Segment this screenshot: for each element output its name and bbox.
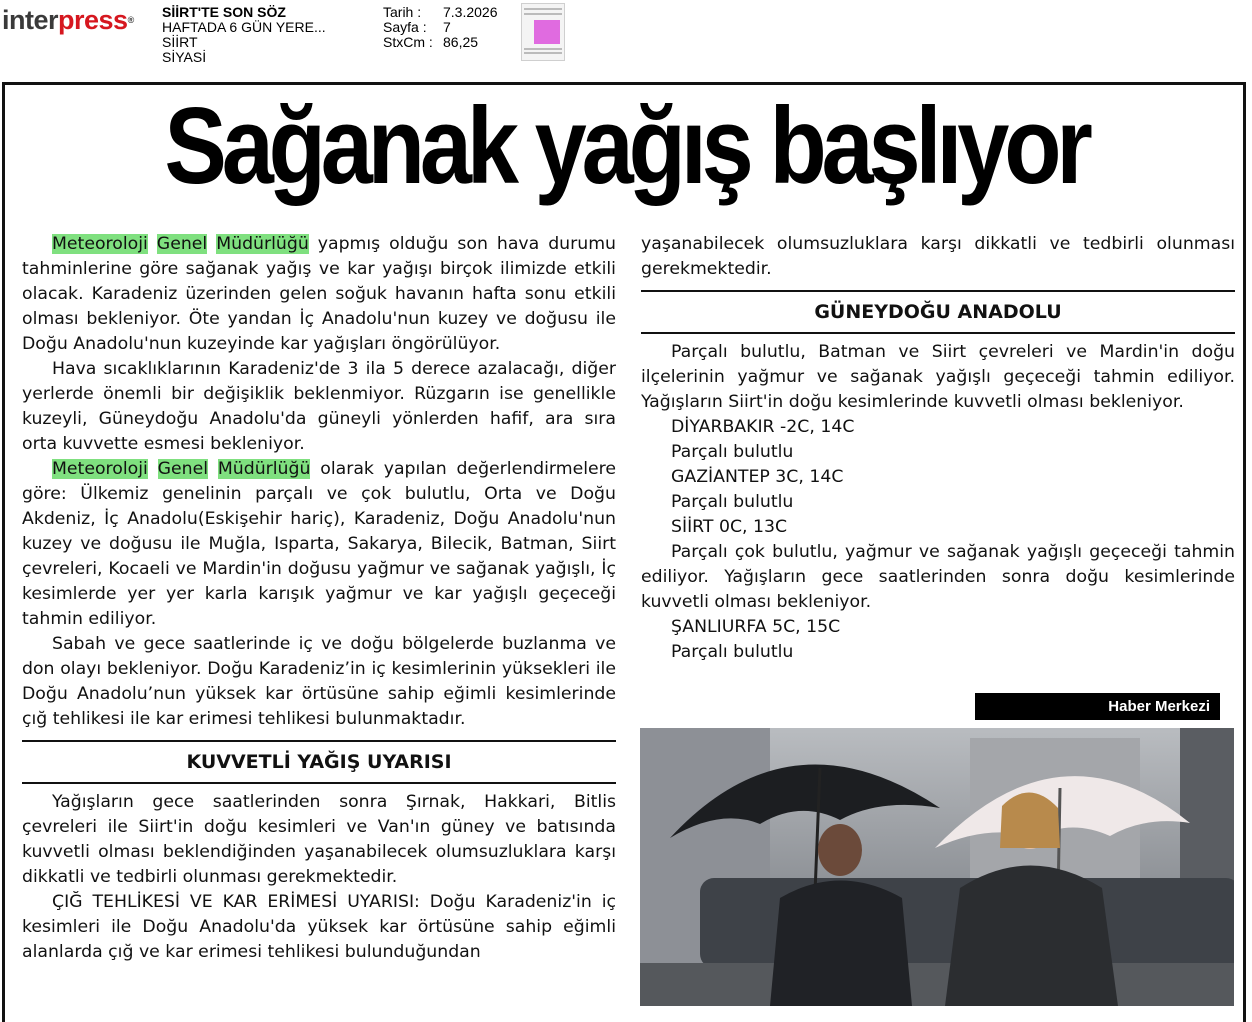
forecast-city: ŞANLIURFA 5C, 15C <box>671 617 841 637</box>
byline-credit: Haber Merkezi <box>975 693 1220 720</box>
paragraph: Meteoroloji Genel Müdürlüğü olarak yapılan değerlendirmelere göre: Ülkemiz genelinin parçalı ve çok bulutlu, Orta ve Doğu Akdeniz, İç Anadolu(Eskişehir hariç), Karadeniz, Doğu Anadolu'nun kuzey ve doğusu ile Muğla, Isparta, Sakarya, Bilecik, Batman, Siirt çevreleri, Kocaeli ve Mardin'in doğusu yağmur ve sağanak yağışlı, İç kesimlerde yer yer karla karışık yağmur ve kar yağışlı geçeceği tahmin ediliyor. <box>22 459 616 629</box>
forecast-desc: Parçalı bulutlu <box>671 642 794 662</box>
left-column <box>22 232 616 965</box>
forecast-desc: Parçalı çok bulutlu, yağmur ve sağanak yağışlı geçeceği tahmin ediliyor. Yağışların gece saatlerinden sonra doğu kesimlerinde kuvvetli olması bekleniyor. <box>641 542 1235 612</box>
forecast-city: SİİRT 0C, 13C <box>671 517 788 537</box>
article-headline: Sağanak yağış başlıyor <box>164 85 1088 207</box>
forecast-city: GAZİANTEP 3C, 14C <box>671 467 844 487</box>
publication-info <box>162 5 326 65</box>
paragraph: Hava sıcaklıklarının Karadeniz'de 3 ila 5 derece azalacağı, diğer yerlerde önemli bir değişiklik beklenmiyor. Rüzgarın ise genellikle kuzeyli, Güneydoğu Anadolu'da güneyli yönlerden hafif, ara sıra orta kuvvette esmesi bekleniyor. <box>22 359 616 454</box>
forecast-desc: Parçalı bulutlu <box>671 492 794 512</box>
paragraph: Parçalı bulutlu, Batman ve Siirt çevreleri ve Mardin'in doğu ilçelerinin yağmur ve sağanak yağışlı geçeceği tahmin ediliyor. Yağışların Siirt'in doğu kesimlerinde kuvvetli olması bekleniyor. <box>641 342 1235 412</box>
umbrella-photo-illustration <box>640 728 1234 1006</box>
section-heading-warning: KUVVETLİ YAĞIŞ UYARISI <box>22 740 616 784</box>
section-heading-region: GÜNEYDOĞU ANADOLU <box>641 290 1235 334</box>
paragraph: ÇIĞ TEHLİKESİ VE KAR ERİMESİ UYARISI: Doğu Karadeniz'in iç kesimleri ile Doğu Anadolu'da yüksek kar örtüsüne sahip eğimli alanlarda çığ ve kar erimesi tehlikesi bulunduğundan <box>22 892 616 962</box>
publication-city: SİİRT <box>162 34 198 50</box>
clip-meta: Tarih : 7.3.2026 Sayfa : 7 StxCm : 86,25 <box>383 4 498 50</box>
page-thumbnail[interactable] <box>521 3 565 61</box>
right-column <box>641 232 1235 665</box>
paragraph: Meteoroloji Genel Müdürlüğü yapmış olduğu son hava durumu tahminlerine göre sağanak yağış ve kar yağışı birçok ilimizde etkili olacak. Karadeniz üzerinden gelen soğuk havanın hafta sonu etkili olması bekleniyor. Öte yandan İç Anadolu'nun kuzey ve doğusu ile Doğu Anadolu'nun kuzeyinde kar yağışları öngörülüyor. <box>22 234 616 354</box>
forecast-desc: Parçalı bulutlu <box>671 442 794 462</box>
publication-category: SİYASİ <box>162 49 207 65</box>
publication-frequency: HAFTADA 6 GÜN YERE... <box>162 19 326 35</box>
article-photo <box>640 728 1234 1006</box>
clip-date: 7.3.2026 <box>443 4 498 20</box>
publication-name: SİİRT'TE SON SÖZ <box>162 4 286 20</box>
interpress-logo: interpress® <box>2 5 134 35</box>
clip-page: 7 <box>443 19 451 35</box>
paragraph: Yağışların gece saatlerinden sonra Şırnak, Hakkari, Bitlis çevreleri ile Siirt'in doğu kesimleri ve Van'ın güney ve batısında kuvvetli olması beklendiğinden yaşanabilecek olumsuzluklara karşı dikkatli ve tedbirli olunması gerekmektedir. <box>22 792 616 887</box>
paragraph: Sabah ve gece saatlerinde iç ve doğu bölgelerde buzlanma ve don olayı bekleniyor. Doğu Karadeniz’in iç kesimlerinin yüksekleri ile Doğu Anadolu’nun yüksek kar örtüsüne sahip eğimli kesimlerinde çığ tehlikesi ile kar erimesi tehlikesi bulunmaktadır. <box>22 634 616 729</box>
paragraph: yaşanabilecek olumsuzluklara karşı dikkatli ve tedbirli olunması gerekmektedir. <box>641 234 1235 279</box>
clip-stxcm: 86,25 <box>443 34 479 50</box>
forecast-city: DİYARBAKIR -2C, 14C <box>671 417 855 437</box>
